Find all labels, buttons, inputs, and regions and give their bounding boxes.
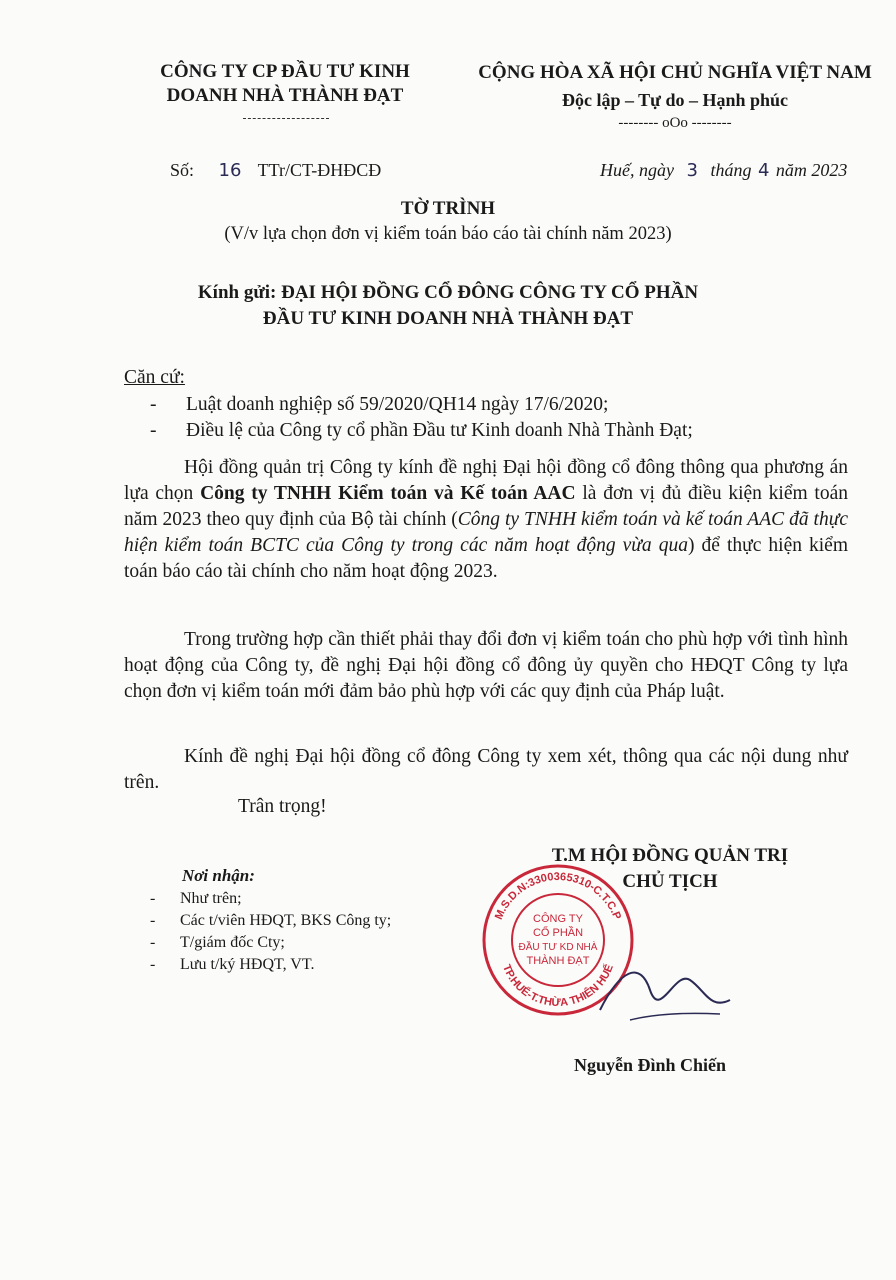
recipient-item: - Lưu t/ký HĐQT, VT. (150, 956, 315, 973)
closing: Trân trọng! (238, 796, 327, 817)
addressee-line1: Kính gửi: ĐẠI HỘI ĐỒNG CỔ ĐÔNG CÔNG TY CỔ PHẦN (197, 282, 699, 303)
seal-outer-top: M.S.D.N:3300365310-C.T.C.P (492, 870, 624, 922)
handwritten-number: 16 (218, 160, 242, 181)
document-number (170, 160, 381, 181)
date-year: năm 2023 (775, 160, 848, 180)
basis-item: - Điều lệ của Công ty cổ phần Đầu tư Kinh doanh Nhà Thành Đạt; (150, 420, 693, 441)
paragraph-request: Kính đề nghị Đại hội đồng cổ đông Công ty xem xét, thông qua các nội dung như trên. (124, 746, 848, 793)
recipient-item: - Các t/viên HĐQT, BKS Công ty; (150, 912, 392, 929)
company-name-line1: CÔNG TY CP ĐẦU TƯ KINH (160, 61, 410, 82)
number-prefix: Số: (170, 160, 195, 180)
paragraph-authorization: Trong trường hợp cần thiết phải thay đổi đơn vị kiểm toán cho phù hợp với tình hình hoạt động của Công ty, đề nghị Đại hội đồng cổ đông ủy quyền cho HĐQT Công ty lựa chọn đơn vị kiểm toán mới đảm bảo phù hợp với các quy định của Pháp luật. (124, 629, 848, 702)
date-month-label: tháng (710, 160, 752, 180)
basis-item: - Luật doanh nghiệp số 59/2020/QH14 ngày 17/6/2020; (150, 394, 609, 415)
handwritten-day: 3 (686, 160, 698, 181)
document-subject: (V/v lựa chọn đơn vị kiểm toán báo cáo tài chính năm 2023) (224, 224, 672, 244)
signature-line2: CHỦ TỊCH (622, 871, 718, 892)
recipient-item: - T/giám đốc Cty; (150, 934, 285, 951)
date-city: Huế, ngày (600, 160, 674, 180)
addressee (0, 280, 896, 332)
paragraph-proposal: Hội đồng quản trị Công ty kính đề nghị Đại hội đồng cổ đông thông qua phương án lựa chọn Công ty TNHH Kiểm toán và Kế toán AAC là đơn vị đủ điều kiện kiểm toán năm 2023 theo quy định của Bộ tài chính (Công ty TNHH kiểm toán và kế toán AAC đã thực hiện kiểm toán BCTC của Công ty trong các năm hoạt động vừa qua) để thực hiện kiểm toán báo cáo tài chính cho năm hoạt động 2023. (124, 457, 849, 582)
recipient-item: - Như trên; (150, 890, 242, 907)
basis-label: Căn cứ: (124, 367, 185, 388)
seal-line2: CỔ PHẦN (532, 927, 584, 939)
company-divider (243, 118, 329, 119)
signature-line1: T.M HỘI ĐỒNG QUẢN TRỊ (551, 845, 789, 866)
national-title: CỘNG HÒA XÃ HỘI CHỦ NGHĨA VIỆT NAM (478, 62, 872, 83)
seal-line4: THÀNH ĐẠT (526, 955, 590, 967)
seal-line3: ĐẦU TƯ KD NHÀ (518, 942, 598, 953)
auditor-note: Công ty TNHH kiểm toán và kế toán AAC đã thực hiện kiểm toán BCTC của Công ty trong các năm hoạt động vừa qua (124, 509, 849, 556)
national-divider: -------- oOo -------- (618, 115, 732, 131)
seal-outer-bottom: TP.HUẾ-T.THỪA THIÊN HUẾ (500, 962, 616, 1010)
addressee-line2: ĐẦU TƯ KINH DOANH NHÀ THÀNH ĐẠT (262, 308, 634, 329)
handwritten-signature (590, 940, 740, 1040)
company-name-line2: DOANH NHÀ THÀNH ĐẠT (166, 85, 404, 106)
national-motto: Độc lập – Tự do – Hạnh phúc (561, 90, 789, 110)
signer-name: Nguyễn Đình Chiến (573, 1055, 727, 1075)
document-title: TỜ TRÌNH (400, 198, 496, 219)
recipients-label: Nơi nhận: (182, 866, 255, 885)
national-header (470, 61, 880, 133)
number-code: TTr/CT-ĐHĐCĐ (257, 160, 382, 180)
handwritten-month: 4 (757, 160, 770, 181)
seal-line1: CÔNG TY (533, 913, 583, 925)
company-name-header (110, 60, 460, 108)
auditor-name: Công ty TNHH Kiểm toán và Kế toán AAC (200, 483, 576, 504)
document-date (600, 160, 847, 181)
